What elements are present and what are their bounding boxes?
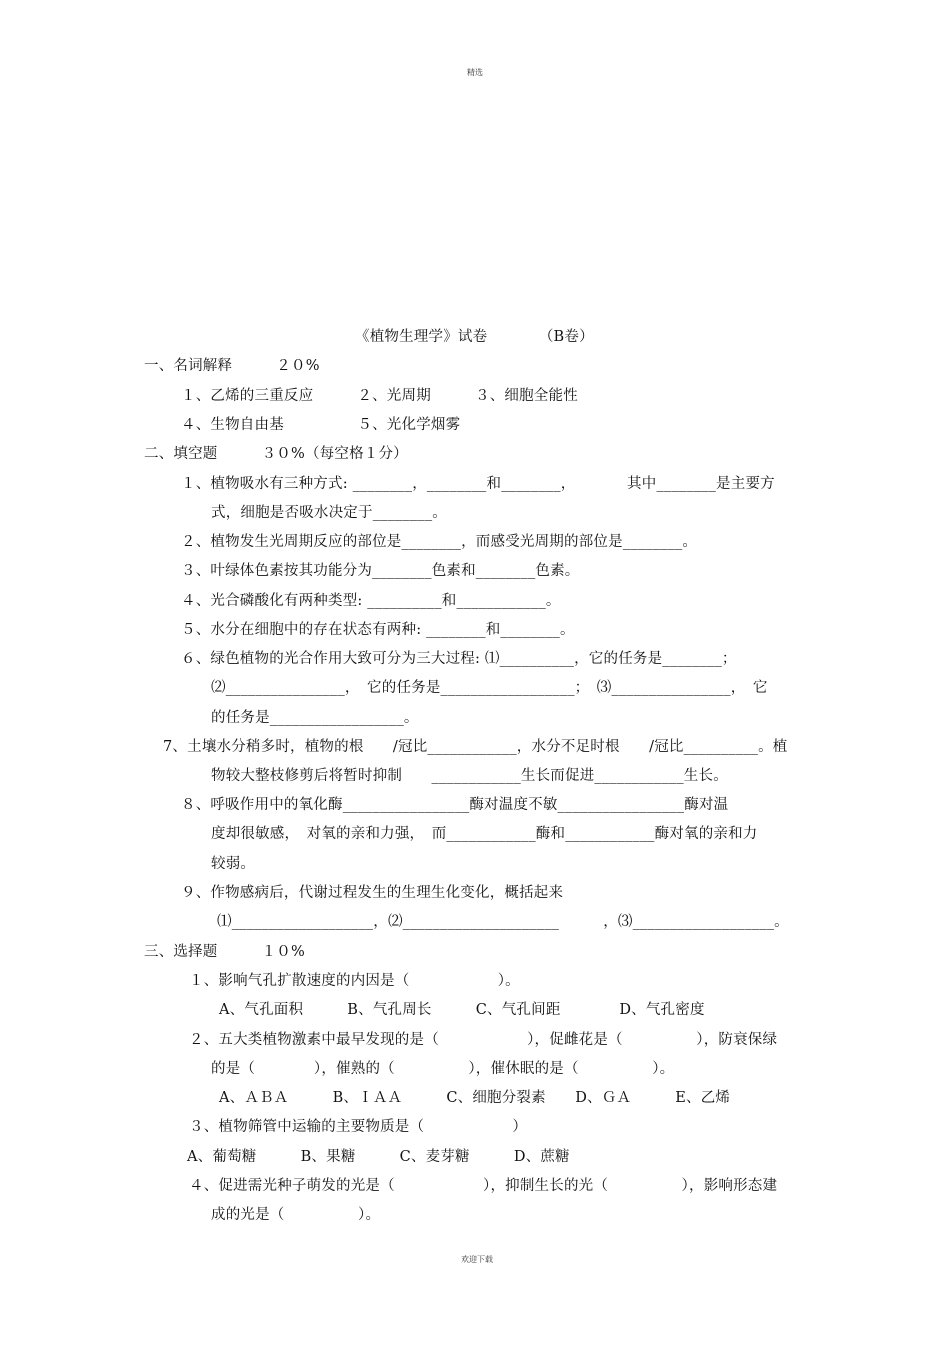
s2-line: 物较大整枝修剪后将暂时抑制 ____________生长而促进____________生长。	[211, 768, 728, 784]
s3-line: A、ＡＢＡ B、ＩＡＡ C、细胞分裂素 D、ＧＡ E、乙烯	[219, 1090, 731, 1106]
section-2-heading: 二、填空题 ３０%（每空格１分）	[144, 446, 408, 462]
s3-line: ２、五大类植物激素中最早发现的是（ ），促雌花是（ ），防衰保绿	[189, 1032, 778, 1048]
s2-line: ６、绿色植物的光合作用大致可分为三大过程: ⑴__________，它的任务是________；	[181, 651, 737, 667]
s3-line: ３、植物筛管中运输的主要物质是（ ）	[189, 1119, 528, 1135]
s2-line: ３、叶绿体色素按其功能分为________色素和________色素。	[181, 563, 580, 579]
page-header: 精选	[467, 68, 483, 77]
page-footer: 欢迎下载	[461, 1255, 493, 1264]
s3-line: A、气孔面积 B、气孔周长 C、气孔间距 D、气孔密度	[219, 1002, 705, 1018]
s2-line: ４、光合磷酸化有两种类型: __________和____________。	[181, 593, 561, 609]
s2-line: １、植物吸水有三种方式: ________，________和________， 其中________是主要方	[181, 476, 775, 492]
section-1-heading: 一、名词解释 ２０%	[144, 358, 320, 374]
s3-line: 成的光是（ ）。	[211, 1207, 381, 1223]
exam-title: 《植物生理学》试卷 （B卷）	[355, 329, 594, 345]
s3-line: １、影响气孔扩散速度的内因是（ ）。	[189, 973, 520, 989]
s2-line: ５、水分在细胞中的存在状态有两种: ________和________。	[181, 622, 575, 638]
s2-line: ９、作物感病后，代谢过程发生的生理生化变化，概括起来	[181, 885, 564, 901]
s2-line: 式，细胞是否吸水决定于________。	[211, 505, 447, 521]
section-3-heading: 三、选择题 １０%	[144, 944, 305, 960]
s3-line: ４、促进需光种子萌发的光是（ ），抑制生长的光（ ），影响形态建	[189, 1178, 778, 1194]
s1-line: ４、生物自由基 ５、光化学烟雾	[181, 417, 461, 433]
s3-line: A、葡萄糖 B、果糖 C、麦芽糖 D、蔗糖	[187, 1149, 570, 1165]
s2-line: ⑵________________， 它的任务是__________________； ⑶________________， 它	[211, 680, 768, 696]
s2-line: ８、呼吸作用中的氧化酶_________________酶对温度不敏_________________酶对温	[181, 797, 729, 813]
s2-line: ２、植物发生光周期反应的部位是________，而感受光周期的部位是________。	[181, 534, 698, 550]
s2-line: 较弱。	[211, 856, 256, 872]
s2-line: 的任务是__________________。	[211, 710, 419, 726]
s2-line: ⑴___________________，⑵_____________________ ，⑶___________________。	[217, 914, 789, 930]
s2-line: 度却很敏感， 对氧的亲和力强， 而____________酶和____________酶对氧的亲和力	[211, 826, 758, 842]
s1-line: １、乙烯的三重反应 ２、光周期 ３、细胞全能性	[181, 388, 578, 404]
s2-line: 7、土壤水分稍多时，植物的根 /冠比____________，水分不足时根 /冠比__________。植	[163, 739, 788, 755]
s3-line: 的是（ ），催熟的（ ），催休眠的是（ ）。	[211, 1061, 675, 1077]
